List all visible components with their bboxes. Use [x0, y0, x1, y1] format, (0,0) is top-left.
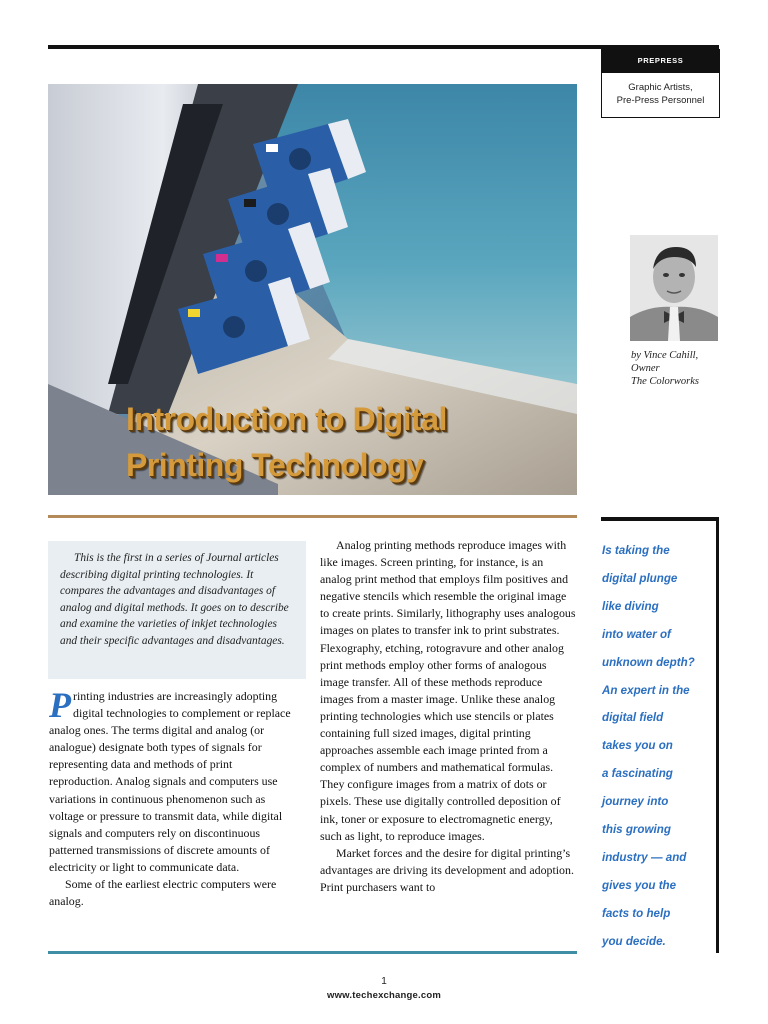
- drop-cap: P: [49, 685, 71, 725]
- article-title: [126, 396, 447, 488]
- sidebar-top-rule: [601, 517, 718, 521]
- paragraph: Analog printing methods reproduce images with like images. Screen printing, for instance, is an analog print method that employs film positives and negative stencils which resemble the original image to create prints. Similarly, lithography uses analogous images on plates to transfer ink to print substrates. Flexography, etching, rotogravure and other analog print methods employ other forms of analogous image transfer. All of these methods reproduce images from a master image. Unlike these analog printing technologies which use stencils or plates containing full sized images, digital printing approaches assemble each image printed from a complex of numbers and mathematical formulas. They configure images from a matrix of dots or pixels. These use digitally controlled deposition of ink, toner or exposure to electromagnetic energy, such as light, to reproduce images.: [320, 538, 576, 843]
- pull-quote-line: unknown depth?: [602, 655, 695, 669]
- byline-name: by Vince Cahill,: [631, 350, 699, 361]
- pull-quote-line: like diving: [602, 599, 659, 613]
- pull-quote-line: facts to help: [602, 906, 671, 920]
- pull-quote-line: a fascinating: [602, 767, 673, 781]
- audience-line-1: Graphic Artists,: [628, 82, 693, 93]
- pull-quote-line: this growing: [602, 823, 671, 837]
- pull-quote-line: An expert in the: [602, 683, 690, 697]
- pull-quote-line: takes you on: [602, 739, 673, 753]
- paragraph: Market forces and the desire for digital printing’s advantages are driving its development and adoption. Print purchasers want to: [320, 845, 574, 894]
- byline-role: Owner: [631, 363, 660, 374]
- pull-quote: [602, 537, 712, 956]
- title-line-1: Introduction to Digital: [126, 401, 447, 437]
- paragraph: Some of the earliest electric computers were analog.: [49, 877, 277, 909]
- article-column-2: [320, 537, 576, 896]
- pull-quote-line: gives you the: [602, 878, 677, 892]
- footer-url[interactable]: www.techexchange.com: [327, 990, 441, 1001]
- summary-box: [48, 541, 306, 679]
- pull-quote-line: journey into: [602, 795, 669, 809]
- author-byline: [631, 349, 699, 388]
- article-column-1: [49, 685, 295, 910]
- paragraph-text: rinting industries are increasingly adopting digital technologies to complement or replace analog ones. The terms digital and analog (or analogue) designate both types of signals for representing data and methods of print reproduction. Analog signals and computers use variations in continuous phenomenon such as voltage or pressure to transmit data, while digital signals and computers rely on discontinuous patterned transmissions of discrete amounts of electricity or light to communicate data.: [49, 689, 291, 874]
- footer-rule: [48, 951, 577, 954]
- author-photo: [630, 235, 718, 341]
- page-number: 1: [381, 976, 387, 987]
- audience-line-2: Pre-Press Personnel: [616, 94, 705, 106]
- summary-text: This is the first in a series of Journal articles describing digital printing technologies. It compares the advantages and disadvantages of analog and digital methods. It goes on to describe and examine the varieties of inkjet technologies and their specific advantages and disadvantages.: [60, 552, 289, 647]
- section-tag: [601, 49, 720, 118]
- author-portrait-image: [630, 235, 718, 341]
- section-label: PREPRESS: [602, 49, 719, 73]
- pull-quote-line: into water of: [602, 627, 671, 641]
- pull-quote-line: you decide.: [602, 934, 666, 948]
- pull-quote-line: digital plunge: [602, 571, 678, 585]
- paragraph: [49, 685, 295, 876]
- section-divider: [48, 515, 577, 518]
- pull-quote-line: digital field: [602, 711, 664, 725]
- audience-label: [602, 82, 719, 107]
- pull-quote-line: Is taking the: [602, 544, 670, 557]
- hero-image: [48, 84, 577, 495]
- title-line-2: Printing Technology: [126, 447, 424, 483]
- sidebar-side-rule: [716, 517, 719, 953]
- pull-quote-line: industry — and: [602, 850, 687, 864]
- byline-company: The Colorworks: [631, 376, 699, 387]
